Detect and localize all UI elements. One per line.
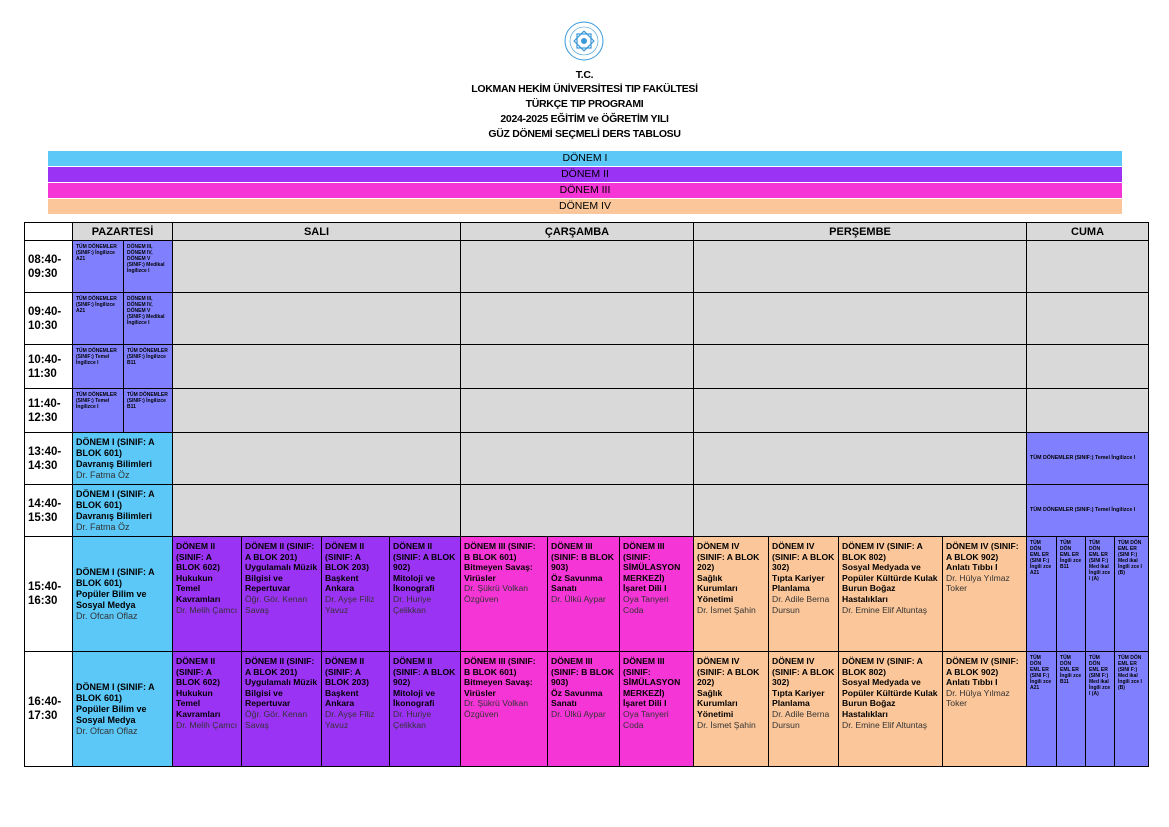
row-0940	[25, 293, 1149, 345]
course-class: DÖNEM I (SINIF: A BLOK 601)	[76, 566, 155, 588]
fri-1640-b: TÜM DÖN EML ER İngili zce B11	[1057, 652, 1086, 767]
course-cell: DÖNEM IV (SINIF: A BLOK 202) Sağlık Kurumları Yönetimi Dr. İsmet Şahin	[694, 652, 769, 767]
time-1140: 11:40-12:30	[25, 389, 73, 433]
title-year: 2024-2025 EĞİTİM ve ÖĞRETİM YILI	[500, 113, 669, 125]
legend-donem-1: DÖNEM I	[48, 151, 1122, 166]
fri-1640-a: TÜM DÖN EML ER (SINI F:) İngili zce A21	[1027, 652, 1057, 767]
empty-cell	[694, 293, 1027, 345]
course-cell: DÖNEM IV (SINIF: A BLOK 902) Anlatı Tıbbı I Dr. Hülya Yılmaz Toker	[943, 652, 1027, 767]
day-persembe: PERŞEMBE	[694, 223, 1027, 241]
legend-donem-2: DÖNEM II	[48, 167, 1122, 182]
time-1340: 13:40-14:30	[25, 433, 73, 485]
mon-1140-a: TÜM DÖNEMLER (SINIF:) Temel İngilizce I	[73, 389, 124, 433]
course-teacher: Dr. Ofcan Oflaz	[76, 725, 138, 736]
mon-0840-b: DÖNEM III, DÖNEM IV, DÖNEM V (SINIF:) Medikal İngilizce I	[124, 241, 173, 293]
row-1140	[25, 389, 1149, 433]
course-name: Popüler Bilim ve Sosyal Medya	[76, 703, 147, 725]
mon-0940-a: TÜM DÖNEMLER (SINIF:) İngilizce A21	[73, 293, 124, 345]
empty-cell	[1027, 293, 1149, 345]
empty-cell	[694, 241, 1027, 293]
schedule-table	[24, 222, 1149, 767]
course-cell: DÖNEM IV (SINIF: A BLOK 302) Tıpta Kariyer Planlama Dr. Adile Berna Dursun	[769, 652, 839, 767]
course-cell: DÖNEM III (SINIF: B BLOK 903) Öz Savunma Sanatı Dr. Ülkü Aypar	[548, 652, 620, 767]
mon-1440-course	[73, 485, 173, 537]
course-name: Davranış Bilimleri	[76, 458, 153, 469]
course-cell: DÖNEM IV (SINIF: A BLOK 802) Sosyal Medyada ve Popüler Kültürde Kulak Burun Boğaz Hastalıkları Dr. Emine Elif Altuntaş	[839, 652, 943, 767]
title-tc: T.C.	[575, 69, 594, 81]
mon-1140-b: TÜM DÖNEMLER (SINIF:) İngilizce B11	[124, 389, 173, 433]
row-1540	[25, 537, 1149, 652]
mon-1040-b: TÜM DÖNEMLER (SINIF:) İngilizce B11	[124, 345, 173, 389]
fri-1540-c: TÜM DÖN EML ER (SINI F:) Med ikal İngili zce I (A)	[1086, 537, 1115, 652]
legend-donem-4: DÖNEM IV	[48, 199, 1122, 214]
time-1640: 16:40-17:30	[25, 652, 73, 767]
course-cell: DÖNEM II (SINIF: A BLOK 203) Başkent Ankara Dr. Ayşe Filiz Yavuz	[322, 537, 390, 652]
course-cell: DÖNEM IV (SINIF: A BLOK 902) Anlatı Tıbbı I Dr. Hülya Yılmaz Toker	[943, 537, 1027, 652]
course-name: Popüler Bilim ve Sosyal Medya	[76, 588, 147, 610]
mon-1540-course	[73, 537, 173, 652]
course-name: Davranış Bilimleri	[76, 510, 153, 521]
course-cell: DÖNEM III (SINIF: SİMÜLASYON MERKEZİ) İşaret Dili I Oya Tanyeri Coda	[620, 537, 694, 652]
empty-cell	[461, 241, 694, 293]
university-logo	[563, 20, 605, 62]
course-cell: DÖNEM II (SINIF: A BLOK 203) Başkent Ankara Dr. Ayşe Filiz Yavuz	[322, 652, 390, 767]
empty-cell	[461, 293, 694, 345]
course-cell: DÖNEM II (SINIF: A BLOK 602) Hukukun Temel Kavramları Dr. Melih Çamcı	[173, 652, 242, 767]
empty-cell	[173, 241, 461, 293]
empty-cell	[694, 345, 1027, 389]
day-pazartesi: PAZARTESİ	[73, 223, 173, 241]
course-cell: DÖNEM II (SINIF: A BLOK 201) Uygulamalı Müzik Bilgisi ve Repertuvar Öğr. Gör. Kenan Savaş	[242, 652, 322, 767]
empty-cell	[694, 389, 1027, 433]
empty-cell	[1027, 389, 1149, 433]
mon-1640-course	[73, 652, 173, 767]
empty-cell	[173, 389, 461, 433]
course-cell: DÖNEM II (SINIF: A BLOK 902) Mitoloji ve İkonografi Dr. Huriye Çelikkan	[390, 537, 461, 652]
legend-donem-3: DÖNEM III	[48, 183, 1122, 198]
empty-cell	[173, 345, 461, 389]
course-cell: DÖNEM II (SINIF: A BLOK 902) Mitoloji ve İkonografi Dr. Huriye Çelikkan	[390, 652, 461, 767]
course-cell: DÖNEM III (SINIF: B BLOK 903) Öz Savunma Sanatı Dr. Ülkü Aypar	[548, 537, 620, 652]
course-cell: DÖNEM II (SINIF: A BLOK 201) Uygulamalı Müzik Bilgisi ve Repertuvar Öğr. Gör. Kenan Savaş	[242, 537, 322, 652]
time-1440: 14:40-15:30	[25, 485, 73, 537]
title-table: GÜZ DÖNEMİ SEÇMELİ DERS TABLOSU	[488, 128, 681, 140]
course-teacher: Dr. Fatma Öz	[76, 469, 130, 480]
course-class: DÖNEM I (SINIF: A BLOK 601)	[76, 488, 155, 510]
course-teacher: Dr. Ofcan Oflaz	[76, 610, 138, 621]
empty-cell	[461, 485, 694, 537]
course-cell: DÖNEM II (SINIF: A BLOK 602) Hukukun Temel Kavramları Dr. Melih Çamcı	[173, 537, 242, 652]
empty-cell	[461, 433, 694, 485]
course-cell: DÖNEM III (SINIF: B BLOK 601) Bitmeyen Savaş: Virüsler Dr. Şükrü Volkan Özgüven	[461, 537, 548, 652]
course-class: DÖNEM I (SINIF: A BLOK 601)	[76, 681, 155, 703]
row-1440	[25, 485, 1149, 537]
course-class: DÖNEM I (SINIF: A BLOK 601)	[76, 436, 155, 458]
fri-1540-a: TÜM DÖN EML ER (SINI F:) İngili zce A21	[1027, 537, 1057, 652]
time-0840: 08:40-09:30	[25, 241, 73, 293]
empty-cell	[173, 485, 461, 537]
day-carsamba: ÇARŞAMBA	[461, 223, 694, 241]
fri-1540-b: TÜM DÖN EML ER İngili zce B11	[1057, 537, 1086, 652]
fri-1640-c: TÜM DÖN EML ER (SINI F:) Med ikal İngili zce I (A)	[1086, 652, 1115, 767]
time-0940: 09:40-10:30	[25, 293, 73, 345]
day-header-row	[25, 223, 1149, 241]
course-teacher: Dr. Fatma Öz	[76, 521, 130, 532]
row-1340	[25, 433, 1149, 485]
mon-1340-course	[73, 433, 173, 485]
day-cuma: CUMA	[1027, 223, 1149, 241]
empty-cell	[173, 293, 461, 345]
course-cell: DÖNEM IV (SINIF: A BLOK 202) Sağlık Kurumları Yönetimi Dr. İsmet Şahin	[694, 537, 769, 652]
time-1540: 15:40-16:30	[25, 537, 73, 652]
empty-cell	[461, 345, 694, 389]
empty-cell	[694, 433, 1027, 485]
mon-0940-b: DÖNEM III, DÖNEM IV, DÖNEM V (SINIF:) Medikal İngilizce I	[124, 293, 173, 345]
day-sali: SALI	[173, 223, 461, 241]
empty-cell	[461, 389, 694, 433]
fri-1640-d: TÜM DÖN EML ER (SINI F:) Med ikal İngili zce I (B)	[1115, 652, 1149, 767]
row-1040	[25, 345, 1149, 389]
title-university: LOKMAN HEKİM ÜNİVERSİTESİ TIP FAKÜLTESİ	[471, 83, 698, 95]
fri-1540-d: TÜM DÖN EML ER (SINI F:) Med ikal İngili zce I (B)	[1115, 537, 1149, 652]
empty-cell	[694, 485, 1027, 537]
empty-cell	[1027, 345, 1149, 389]
fri-1340-course: TÜM DÖNEMLER (SINIF:) Temel İngilizce I	[1027, 433, 1149, 485]
mon-1040-a: TÜM DÖNEMLER (SINIF:) Temel İngilizce I	[73, 345, 124, 389]
empty-cell	[1027, 241, 1149, 293]
corner-cell	[25, 223, 73, 241]
row-1640	[25, 652, 1149, 767]
course-cell: DÖNEM III (SINIF: B BLOK 601) Bitmeyen Savaş: Virüsler Dr. Şükrü Volkan Özgüven	[461, 652, 548, 767]
time-1040: 10:40-11:30	[25, 345, 73, 389]
row-0840	[25, 241, 1149, 293]
course-cell: DÖNEM III (SINIF: SİMÜLASYON MERKEZİ) İşaret Dili I Oya Tanyeri Coda	[620, 652, 694, 767]
fri-1440-course: TÜM DÖNEMLER (SINIF:) Temel İngilizce I	[1027, 485, 1149, 537]
course-cell: DÖNEM IV (SINIF: A BLOK 802) Sosyal Medyada ve Popüler Kültürde Kulak Burun Boğaz Hastalıkları Dr. Emine Elif Altuntaş	[839, 537, 943, 652]
title-program: TÜRKÇE TIP PROGRAMI	[525, 98, 644, 110]
empty-cell	[173, 433, 461, 485]
mon-0840-a: TÜM DÖNEMLER (SINIF:) İngilizce A21	[73, 241, 124, 293]
course-cell: DÖNEM IV (SINIF: A BLOK 302) Tıpta Kariyer Planlama Dr. Adile Berna Dursun	[769, 537, 839, 652]
